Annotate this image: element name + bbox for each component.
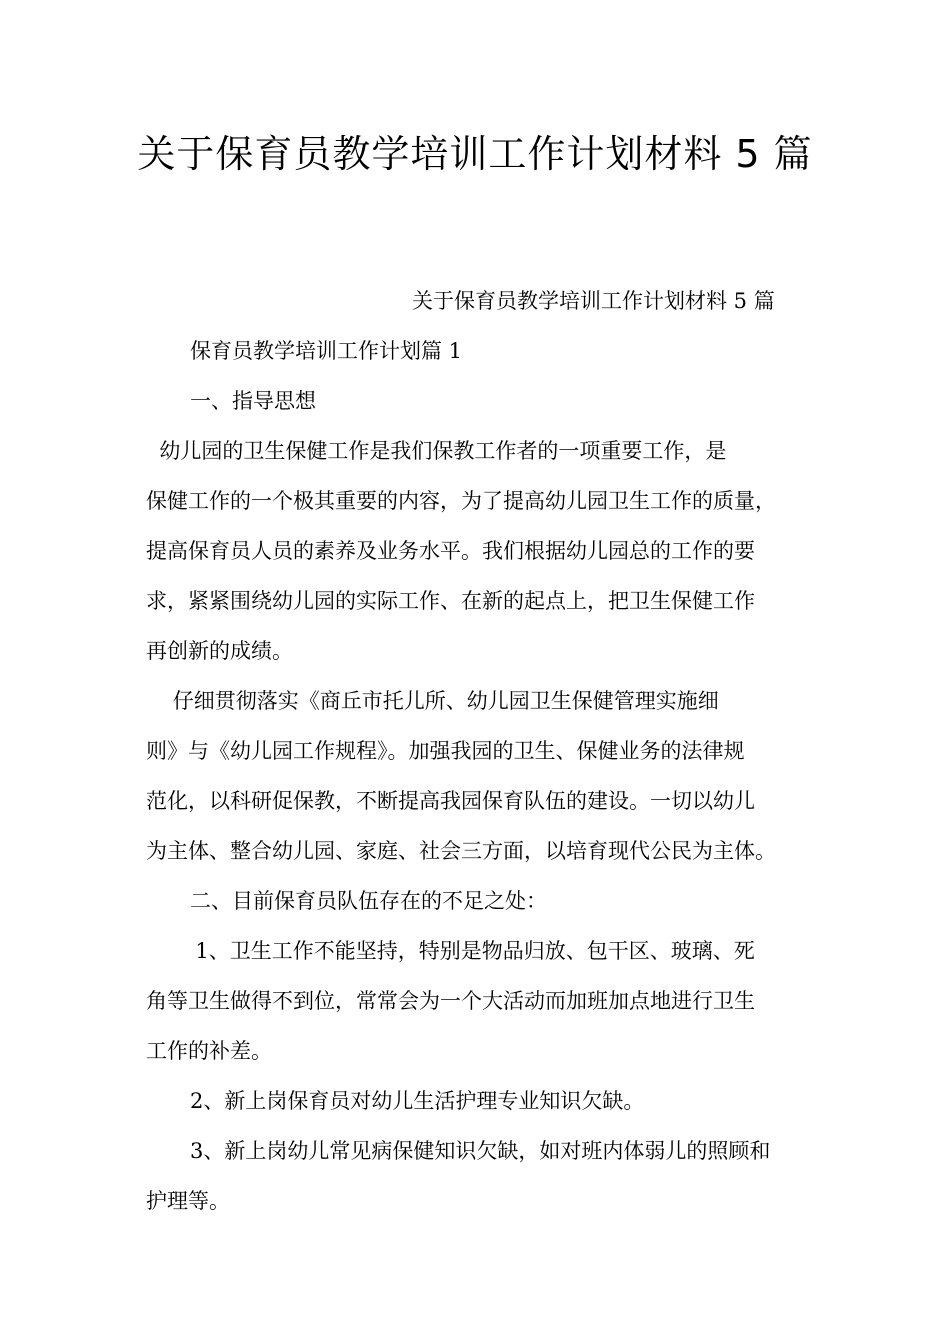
item1-line: 角等卫生做得不到位，常常会为一个大活动而加班加点地进行卫生 [146,989,755,1013]
paragraph2-line: 仔细贯彻落实《商丘市托儿所、幼儿园卫生保健管理实施细 [146,689,719,713]
paragraph2-line: 为主体、整合幼儿园、家庭、社会三方面，以培育现代公民为主体。 [146,839,776,863]
part2-heading: 二、目前保育员队伍存在的不足之处： [190,889,547,913]
paragraph1-line: 保健工作的一个极其重要的内容，为了提高幼儿园卫生工作的质量， [146,489,776,513]
paragraph1-line: 幼儿园的卫生保健工作是我们保教工作者的一项重要工作，是 [146,439,727,463]
item2-line: 2、新上岗保育员对幼儿生活护理专业知识欠缺。 [190,1089,645,1113]
part1-heading: 一、指导思想 [190,389,316,413]
item3-line: 3、新上岗幼儿常见病保健知识欠缺，如对班内体弱儿的照顾和 [190,1139,771,1163]
item1-line: 工作的补差。 [146,1039,272,1063]
document-subtitle: 关于保育员教学培训工作计划材料 5 篇 [412,289,775,313]
paragraph1-line: 提高保育员人员的素养及业务水平。我们根据幼儿园总的工作的要 [146,539,755,563]
item3-line: 护理等。 [146,1189,230,1213]
document-title: 关于保育员教学培训工作计划材料 5 篇 [137,132,813,176]
section-heading: 保育员教学培训工作计划篇 1 [190,339,463,363]
paragraph1-line: 再创新的成绩。 [146,639,293,663]
item1-line: 1、卫生工作不能坚持，特别是物品归放、包干区、玻璃、死 [182,939,755,963]
paragraph2-line: 则》与《幼儿园工作规程》。加强我园的卫生、保健业务的法律规 [146,739,745,763]
paragraph1-line: 求，紧紧围绕幼儿园的实际工作、在新的起点上，把卫生保健工作 [146,589,755,613]
paragraph2-line: 范化，以科研促保教，不断提高我园保育队伍的建设。一切以幼儿 [146,789,755,813]
